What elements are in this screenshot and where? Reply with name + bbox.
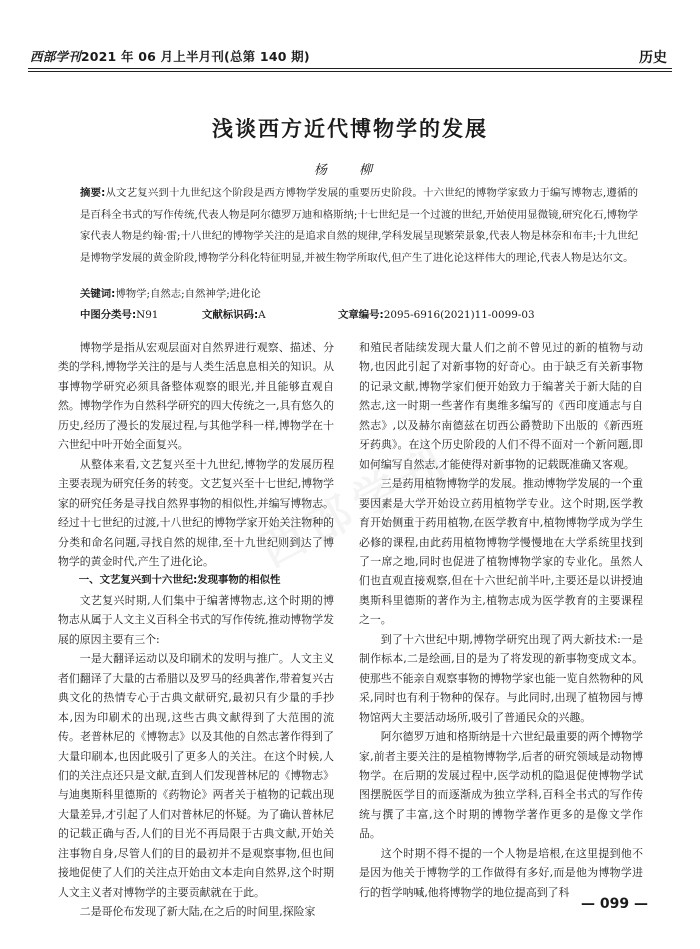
article-meta <box>80 306 638 322</box>
article-author: 杨 柳 <box>313 163 387 178</box>
keywords-label: 关键词: <box>80 288 116 300</box>
journal-logo: 西部学刊 <box>30 49 81 64</box>
header-rule <box>28 68 672 69</box>
journal-header <box>30 47 310 65</box>
article-no-value: 2095-6916(2021)11-0099-03 <box>383 309 535 321</box>
keywords-text: 博物学;自然志;自然神学;进化论 <box>115 288 261 300</box>
header-rule-thin <box>28 71 672 72</box>
paragraph: 一是大翻译运动以及印刷术的发明与推广。人文主义者们翻译了大量的古希腊以及罗马的经典著作,带着复兴古典文化的热情专心于古典文献研究,最初只有少量的手抄本,因为印刷术的出现,这些古典文献得到了大范围的流传。老普林尼的《博物志》以及其他的自然志著作得到了大量印刷本,也因此吸引了更多人的关注。在这个时候,人们的关注点还只是文献,直到人们发现普林尼的《博物志》与迪奥斯科里德斯的《药物论》两者关于植物的记载出现大量差异,才引起了人们对普林尼的怀疑。为了确认普林尼的记载正确与否,人们的目光不再局限于古典文献,开始关注事物自身,尽管人们的目的最初并不是观察事物,但也间接地促使了人们的关注点开始由文本走向自然界,这个时期人文主义者对博物学的主要贡献就在于此。 <box>58 652 334 899</box>
page-number: — 099 — <box>581 896 648 912</box>
paragraph: 到了十六世纪中期,博物学研究出现了两大新技术:一是制作标本,二是绘画,目的是为了将发现的新事物变成文本。使那些不能亲自观察事物的博物学家也能一览自然物种的风采,同时也有利于物种的保存。与此同时,出现了植物园与博物馆两大主要活动场所,吸引了普通民众的兴趣。 <box>359 632 643 724</box>
keywords <box>80 285 261 300</box>
paragraph: 从整体来看,文艺复兴至十九世纪,博物学的发展历程主要表现为研究任务的转变。文艺复兴至十七世纪,博物学家的研究任务是寻找自然界事物的相似性,并编写博物志。经过十七世纪的过渡,十八世纪的博物学家开始关注物种的分类和命名问题,寻找自然的规律,至十九世纪则到达了博物学的黄金时代,产生了进化论。 <box>58 457 334 568</box>
abstract-text: 从文艺复兴到十九世纪这个阶段是西方博物学发展的重要历史阶段。十六世纪的博物学家致力于编写博物志,遵循的是百科全书式的写作传统,代表人物是阿尔德罗万迪和格斯纳;十七世纪是一个过渡的世纪,开始使用显微镜,研究化石,博物学家代表人物是约翰·雷;十八世纪的博物学关注的是追求自然的规律,学科发展呈现繁荣景象,代表人物是林奈和布丰;十九世纪是博物学发展的黄金阶段,博物学分科化特征明显,并被生物学所取代,但产生了进化论这样伟大的理论,代表人物是达尔文。 <box>80 187 638 264</box>
article-title: 浅谈西方近代博物学的发展 <box>212 116 488 141</box>
paragraph: 文艺复兴时期,人们集中于编著博物志,这个时期的博物志从属于人文主义百科全书式的写作传统,推动博物学发展的原因主要有三个: <box>58 593 334 646</box>
body-column-right <box>359 338 643 902</box>
body-column-left <box>58 338 334 922</box>
section-label: 历史 <box>639 50 667 66</box>
article-number <box>338 306 535 321</box>
doc-code-value: A <box>258 309 266 321</box>
abstract-label: 摘要: <box>80 187 106 199</box>
section-heading: 一、文艺复兴到十六世纪:发现事物的相似性 <box>78 574 281 587</box>
clc-value: N91 <box>136 309 159 321</box>
paragraph: 和殖民者陆续发现大量人们之前不曾见过的新的植物与动物,也因此引起了对新事物的好奇心。由于缺乏有关新事物的记录文献,博物学家们便开始致力于编著关于新大陆的自然志,这一时期一些著作有奥维多编写的《西印度通志与自然志》,以及赫尔南德兹在切西公爵赞助下出版的《新西班牙药典》。在这个历史阶段的人们不得不面对一个新问题,即如何编写自然志,才能使得对新事物的记载既准确又客观。 <box>359 341 643 471</box>
paragraph: 这个时期不得不提的一个人物是培根,在这里提到他不是因为他关于博物学的工作做得有多好,而是他为博物学进行的哲学呐喊,他将博物学的地位提高到了科 <box>359 846 643 899</box>
clc-number <box>80 306 158 321</box>
issue-info: 2021 年 06 月上半月刊(总第 140 期) <box>80 49 310 64</box>
paragraph: 博物学是指从宏观层面对自然界进行观察、描述、分类的学科,博物学关注的是与人类生活息息相关的知识。从事博物学研究必须具备整体观察的眼光,并且能够直观自然。博物学作为自然科学研究的四大传统之一,具有悠久的历史,经历了漫长的发展过程,与其他学科一样,博物学在十六世纪中叶开始全面复兴。 <box>58 341 334 452</box>
paragraph: 阿尔德罗万迪和格斯纳是十六世纪最重要的两个博物学家,前者主要关注的是植物博物学,后者的研究领域是动物博物学。在后期的发展过程中,医学动机的隐退促使博物学试图摆脱医学目的而逐渐成为独立学科,百科全书式的写作传统与撰了丰富,这个时期的博物学著作更多的是像文学作品。 <box>359 730 643 841</box>
abstract <box>80 183 638 269</box>
clc-label: 中图分类号: <box>80 309 137 321</box>
article-no-label: 文章编号: <box>338 309 384 321</box>
doc-code-label: 文献标识码: <box>202 309 259 321</box>
paragraph: 二是哥伦布发现了新大陆,在之后的时间里,探险家 <box>79 905 316 919</box>
doc-code <box>202 306 266 321</box>
paragraph: 三是药用植物博物学的发展。推动博物学发展的一个重要因素是大学开始设立药用植物学专业。这个时期,医学教育开始侧重于药用植物,在医学教育中,植物博物学成为学生必修的课程,由此药用植物博物学慢慢地在大学系统里找到了一席之地,同时也促进了植物博物学家的专业化。虽然人们也直观直接观察,但在十六世纪前半叶,主要还是以讲授迪奥斯科里德斯的著作为主,植物志成为医学教育的主要课程之一。 <box>359 477 643 627</box>
